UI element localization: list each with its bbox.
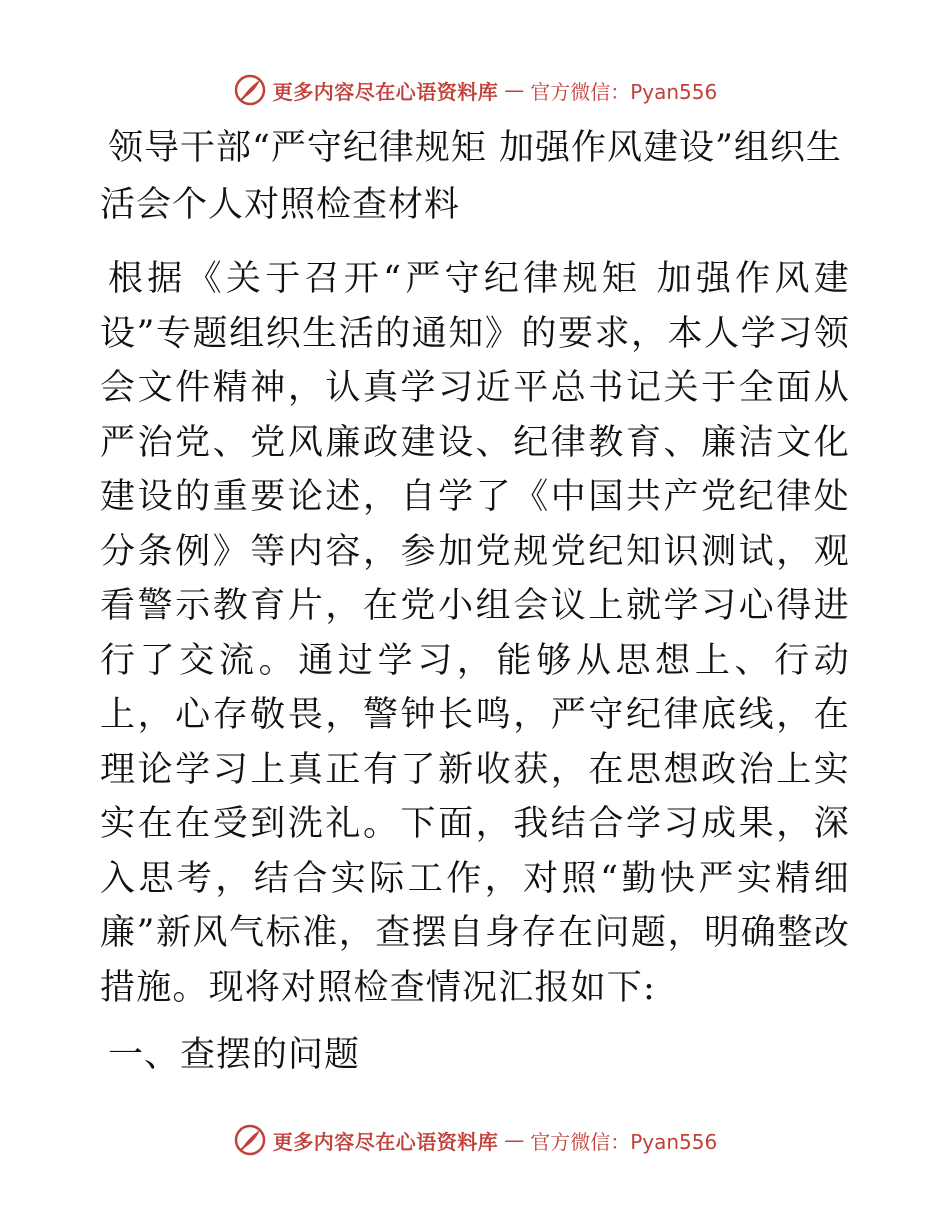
watermark-wechat: 官方微信：Pyan556	[530, 79, 718, 104]
section-heading-problems: 一、查摆的问题	[108, 1035, 361, 1075]
document-title: 领导干部“严守纪律规矩 加强作风建设”组织生活会个人对照检查材料	[100, 128, 842, 225]
watermark-banner-top	[0, 70, 950, 110]
feather-pen-logo-icon	[233, 73, 267, 107]
watermark-separator: —	[504, 1128, 525, 1152]
watermark-text: 更多内容尽在心语资料库	[272, 79, 499, 104]
watermark-separator: —	[504, 78, 525, 102]
watermark-text: 更多内容尽在心语资料库	[272, 1129, 499, 1154]
feather-pen-logo-icon	[233, 1123, 267, 1157]
watermark-wechat: 官方微信：Pyan556	[530, 1129, 718, 1154]
watermark-banner-bottom	[0, 1120, 950, 1160]
intro-paragraph: 根据《关于召开“严守纪律规矩 加强作风建设”专题组织生活的通知》的要求，本人学习领会文件精神，认真学习近平总书记关于全面从严治党、党风廉政建设、纪律教育、廉洁文化建设的重要论述，自学了《中国共产党纪律处分条例》等内容，参加党规党纪知识测试，观看警示教育片，在党小组会议上就学习心得进行了交流。通过学习，能够从思想上、行动上，心存敬畏，警钟长鸣，严守纪律底线，在理论学习上真正有了新收获，在思想政治上实实在在受到洗礼。下面，我结合学习成果，深入思考，结合实际工作，对照“勤快严实精细廉”新风气标准，查摆自身存在问题，明确整改措施。现将对照检查情况汇报如下:	[100, 259, 850, 1008]
